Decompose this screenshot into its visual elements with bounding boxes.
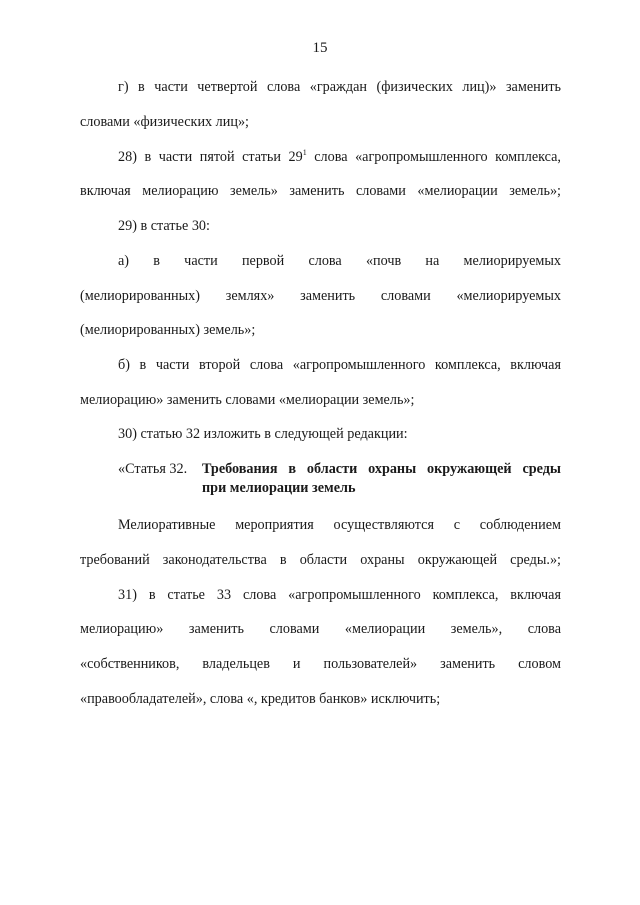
text-line: (мелиорированных) земель»;	[80, 322, 256, 338]
text-line: словами «физических лиц»;	[80, 114, 249, 130]
superscript: 1	[302, 148, 307, 157]
text-line: (мелиорированных) землях» заменить словами «мелиорируемых	[80, 288, 561, 304]
text-line: 31) в статье 33 слова «агропромышленного комплекса, включая	[118, 587, 561, 603]
text-line: включая мелиорацию земель» заменить словами «мелиорации земель»;	[80, 183, 561, 199]
text-line: 30) статью 32 изложить в следующей редакции:	[118, 426, 408, 442]
article-label: «Статья 32.	[118, 461, 188, 477]
text-line: Мелиоративные мероприятия осуществляются с соблюдением	[118, 517, 561, 533]
text-line: г) в части четвертой слова «граждан (физических лиц)» заменить	[118, 79, 561, 95]
text-line: мелиорацию» заменить словами «мелиорации земель»;	[80, 392, 415, 408]
text-fragment: 28) в части пятой статьи 29	[118, 149, 303, 165]
text-line: 29) в статье 30:	[118, 218, 210, 234]
article-title: при мелиорации земель	[202, 480, 356, 496]
text-line: б) в части второй слова «агропромышленного комплекса, включая	[118, 357, 561, 373]
article-title: Требования в области охраны окружающей среды	[202, 461, 561, 477]
text-line: а) в части первой слова «почв на мелиорируемых	[118, 253, 561, 269]
page-number: 15	[312, 40, 328, 56]
text-line: мелиорацию» заменить словами «мелиорации земель», слова	[80, 621, 561, 637]
text-fragment: слова «агропромышленного комплекса,	[306, 149, 561, 165]
text-line: требований законодательства в области охраны окружающей среды.»;	[80, 552, 561, 568]
text-line: «собственников, владельцев и пользователей» заменить словом	[80, 656, 561, 672]
text-line	[118, 148, 561, 166]
text-line: «правообладателей», слова «, кредитов банков» исключить;	[80, 691, 441, 707]
